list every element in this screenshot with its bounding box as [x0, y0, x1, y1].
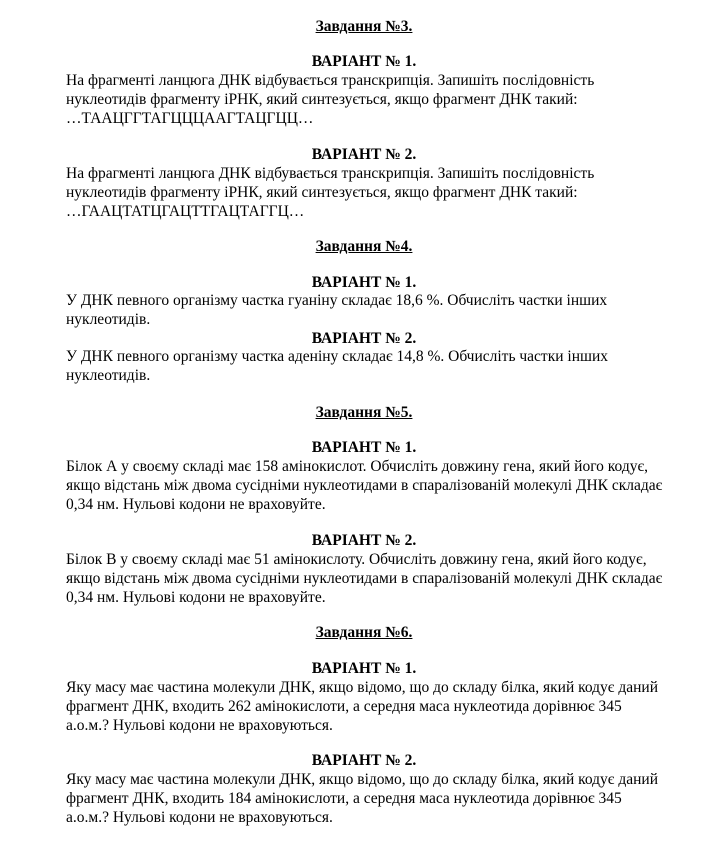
text-line: якщо відстань між двома сусідніми нуклеотидами в спаралізованій молекулі ДНК складає [66, 569, 663, 587]
task-3-variant-2-text [66, 165, 706, 221]
task-5-variant-2-label: ВАРІАНТ № 2. [311, 532, 417, 549]
task-4-variant-1-text [66, 292, 706, 330]
task-5-title: Завдання №5. [315, 404, 413, 421]
text-line: а.о.м.? Нульові кодони не враховуються. [66, 808, 333, 826]
text-line: …ГААЦТАТЦГАЦТТГАЦТАГГЦ… [66, 202, 305, 220]
text-line: Білок В у своєму складі має 51 амінокислоту. Обчисліть довжину гена, який його кодує, [66, 551, 647, 568]
text-line: 0,34 нм. Нульові кодони не враховуйте. [66, 588, 326, 606]
task-6-variant-2-text [66, 771, 706, 827]
text-line: …ТААЦГГТАГЦЦЦААГТАЦГЦЦ… [66, 109, 314, 127]
task-6-variant-1-label: ВАРІАНТ № 1. [311, 660, 417, 677]
text-line: нуклеотидів фрагменту іРНК, який синтезується, якщо фрагмент ДНК такий: [66, 90, 578, 108]
task-4-variant-2-text [66, 348, 706, 386]
text-line: 0,34 нм. Нульові кодони не враховуйте. [66, 495, 326, 513]
task-5-variant-1-text [66, 458, 706, 514]
task-3-variant-2-label: ВАРІАНТ № 2. [311, 146, 417, 163]
task-6-variant-2-label: ВАРІАНТ № 2. [311, 752, 417, 769]
text-line: У ДНК певного організму частка аденіну складає 14,8 %. Обчисліть частки інших [66, 348, 608, 365]
task-4-variant-1-label: ВАРІАНТ № 1. [311, 274, 417, 291]
text-line: а.о.м.? Нульові кодони не враховуються. [66, 716, 333, 734]
task-4-title: Завдання №4. [315, 238, 413, 255]
text-line: нуклеотидів. [66, 310, 151, 328]
text-line: На фрагменті ланцюга ДНК відбувається транскрипція. Запишіть послідовність [66, 165, 595, 182]
task-4-variant-2-label: ВАРІАНТ № 2. [311, 330, 417, 347]
text-line: нуклеотидів фрагменту іРНК, який синтезується, якщо фрагмент ДНК такий: [66, 183, 578, 201]
text-line: У ДНК певного організму частка гуаніну складає 18,6 %. Обчисліть частки інших [66, 292, 608, 309]
text-line: Білок А у своєму складі має 158 амінокислот. Обчисліть довжину гена, який його кодує, [66, 458, 649, 475]
task-5-variant-2-text [66, 551, 706, 607]
task-5-variant-1-label: ВАРІАНТ № 1. [311, 439, 417, 456]
task-3-variant-1-text [66, 72, 706, 128]
text-line: фрагмент ДНК, входить 184 амінокислоти, а середня маса нуклеотида дорівнює 345 [66, 789, 622, 807]
text-line: якщо відстань між двома сусідніми нуклеотидами в спаралізованій молекулі ДНК складає [66, 476, 663, 494]
text-line: Яку масу має частина молекули ДНК, якщо відомо, що до складу білка, який кодує даний [66, 679, 658, 696]
text-line: нуклеотидів. [66, 366, 151, 384]
task-3-title: Завдання №3. [315, 18, 413, 35]
text-line: Яку масу має частина молекули ДНК, якщо відомо, що до складу білка, який кодує даний [66, 771, 658, 788]
text-line: фрагмент ДНК, входить 262 амінокислоти, а середня маса нуклеотида дорівнює 345 [66, 697, 622, 715]
task-6-variant-1-text [66, 679, 706, 735]
text-line: На фрагменті ланцюга ДНК відбувається транскрипція. Запишіть послідовність [66, 72, 595, 89]
task-6-title: Завдання №6. [315, 624, 413, 641]
task-3-variant-1-label: ВАРІАНТ № 1. [311, 53, 417, 70]
